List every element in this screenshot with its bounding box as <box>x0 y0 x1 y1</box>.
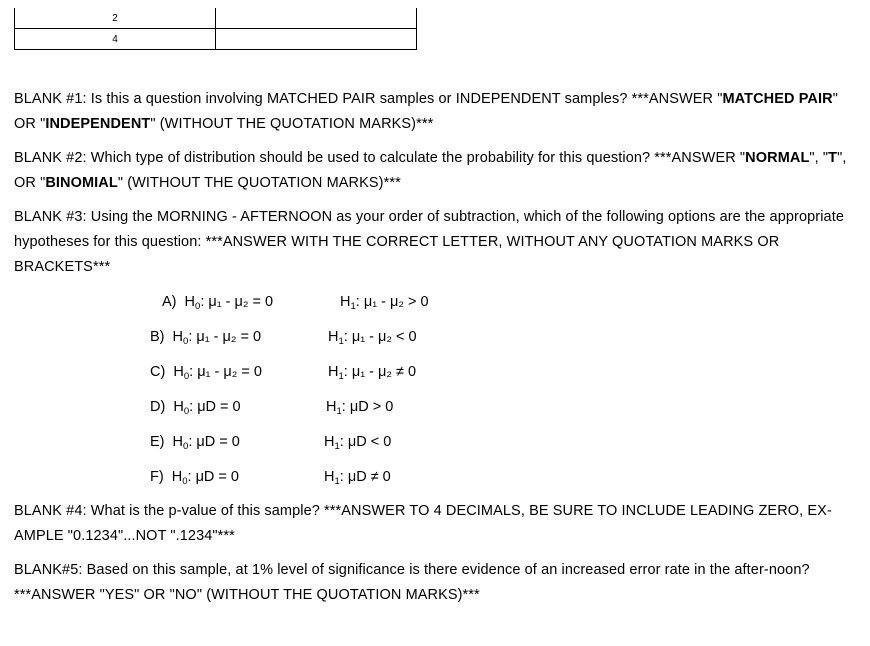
blank-1-lead: BLANK #1: Is this a question involving MATCHED PAIR samples or INDEPENDENT samples? ***ANSWER " <box>14 91 723 107</box>
blank-1-question <box>14 87 854 137</box>
blank-2-question <box>14 146 854 196</box>
blank-2-option-normal: NORMAL <box>745 150 810 166</box>
blank-2-option-binomial: BINOMIAL <box>45 175 118 191</box>
blank-2-tail: " (WITHOUT THE QUOTATION MARKS)*** <box>117 175 401 191</box>
option-letter: C) <box>150 364 166 380</box>
option-h0-expression: μD = 0 <box>195 469 239 485</box>
option-h1-expression: μ₁ - μ₂ ≠ 0 <box>351 364 417 380</box>
option-h1-expression: μD ≠ 0 <box>347 469 391 485</box>
table-cell: 2 <box>15 8 216 29</box>
option-f-h0: F) $H_0$: μD = 0 <box>150 469 239 487</box>
option-e-h1: $H_1$: μD < 0 <box>324 434 392 452</box>
option-d-h0: D) $H_0$: μD = 0 <box>150 399 241 417</box>
option-h1-expression: μD > 0 <box>349 399 394 415</box>
option-letter: F) <box>150 469 164 485</box>
option-h0-expression: μD = 0 <box>196 434 240 450</box>
option-e-h0: E) $H_0$: μD = 0 <box>150 434 240 452</box>
option-a-h0: A) $H_0$: μ₁ - μ₂ = 0 <box>162 294 274 312</box>
blank-2-mid-1: ", " <box>809 150 829 166</box>
blank-5-question: BLANK#5: Based on this sample, at 1% level of significance is there evidence of an increased error rate in the after-noon? ***ANSWER "YES" OR "NO" (WITHOUT THE QUOTATION MARKS)*** <box>14 562 810 603</box>
option-c-h1: $H_1$: μ₁ - μ₂ ≠ 0 <box>328 364 417 382</box>
option-h0-expression: μD = 0 <box>197 399 241 415</box>
option-h0-expression: μ₁ - μ₂ = 0 <box>208 294 274 310</box>
option-c-h0: C) $H_0$: μ₁ - μ₂ = 0 <box>150 364 262 382</box>
blank-1-mid: " OR " <box>14 91 838 132</box>
data-table <box>14 8 417 50</box>
blank-4-question: BLANK #4: What is the p-value of this sample? ***ANSWER TO 4 DECIMALS, BE SURE TO INCLUDE LEADING ZERO, EX-AMPLE "0.1234"...NOT ".1234"*** <box>14 503 832 544</box>
table-cell <box>216 29 417 50</box>
option-letter: A) <box>162 294 177 310</box>
option-letter: E) <box>150 434 165 450</box>
option-b-h1: $H_1$: μ₁ - μ₂ < 0 <box>328 329 417 347</box>
blank-3-question: BLANK #3: Using the MORNING - AFTERNOON as your order of subtraction, which of the following options are the appropriate hypotheses for this question: ***ANSWER WITH THE CORRECT LETTER, WITHOUT ANY QUOTATION MARKS OR BRACKETS*** <box>14 209 845 275</box>
blank-1-tail: " (WITHOUT THE QUOTATION MARKS)*** <box>150 116 434 132</box>
blank-1-option-independent: INDEPENDENT <box>45 116 151 132</box>
option-b-h0: B) $H_0$: μ₁ - μ₂ = 0 <box>150 329 262 347</box>
blank-1-option-matched: MATCHED PAIR <box>722 91 833 107</box>
blank-2-option-t: T <box>828 150 838 166</box>
table-row <box>15 8 417 29</box>
table-cell: 4 <box>15 29 216 50</box>
table-cell <box>216 8 417 29</box>
option-letter: D) <box>150 399 166 415</box>
option-h1-expression: μ₁ - μ₂ < 0 <box>351 329 417 345</box>
table-row <box>15 29 417 50</box>
option-h0-expression: μ₁ - μ₂ = 0 <box>196 329 262 345</box>
option-h1-expression: μ₁ - μ₂ > 0 <box>363 294 429 310</box>
option-h1-expression: μD < 0 <box>347 434 392 450</box>
blank-2-mid-2: ", OR " <box>14 150 847 191</box>
blank-2-lead: BLANK #2: Which type of distribution should be used to calculate the probability for this question? ***ANSWER " <box>14 150 746 166</box>
option-d-h1: $H_1$: μD > 0 <box>326 399 394 417</box>
option-f-h1: $H_1$: μD ≠ 0 <box>324 469 391 487</box>
option-h0-expression: μ₁ - μ₂ = 0 <box>197 364 262 380</box>
option-letter: B) <box>150 329 165 345</box>
option-a-h1: $H_1$: μ₁ - μ₂ > 0 <box>340 294 429 312</box>
